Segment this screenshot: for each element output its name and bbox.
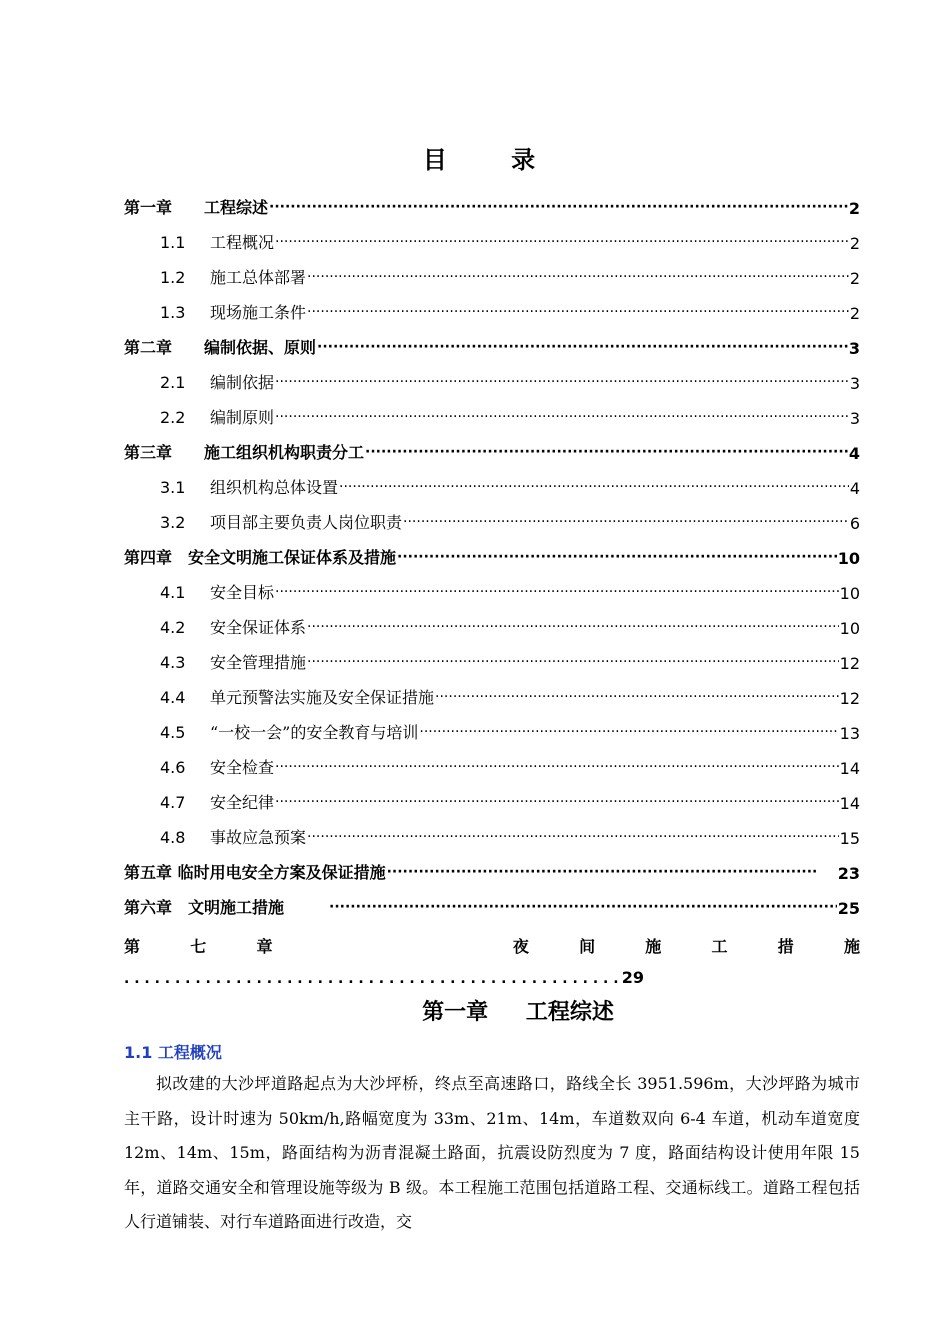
toc-entry-3-1[interactable] — [160, 476, 860, 498]
toc-chapter7-char: 施 — [843, 937, 860, 956]
toc-leader-dots — [275, 791, 839, 813]
toc-entry-4-6[interactable] — [160, 756, 860, 778]
body-paragraph: 拟改建的大沙坪道路起点为大沙坪桥，终点至高速路口，路线全长 3951.596m，大沙坪路为城市主干路，设计时速为 50km/h,路幅宽度为 33m、21m、14m，车道数双向 6-4 车道，机动车道宽度 12m、14m、15m，路面结构为沥青混凝土路面，抗震设防烈度为 7 度，路面结构设计使用年限 15 年，道路交通安全和管理设施等级为 B 级。本工程施工范围包括道路工程、交通标线工。道路工程包括人行道铺装、对行车道路面进行改造，交 — [124, 1074, 860, 1231]
toc-entry-label: 项目部主要负责人岗位职责 — [210, 513, 403, 532]
toc-entry-label: 第六章 文明施工措施 — [124, 898, 285, 917]
toc-section-number: 3.2 — [160, 513, 186, 532]
toc-entry-chapter6[interactable] — [124, 896, 860, 918]
toc-leader-dots — [317, 336, 848, 358]
toc-page-number: 29 — [621, 968, 644, 987]
toc-leader-dots — [403, 511, 849, 533]
toc-section-number: 4.8 — [160, 828, 186, 847]
toc-leader-dots — [275, 231, 849, 253]
toc-page-number: 10 — [837, 549, 860, 568]
toc-leader-dots — [329, 896, 837, 918]
toc-entry-4-1[interactable] — [160, 581, 860, 603]
toc-page-number: 4 — [848, 444, 860, 463]
toc-chapter7-char: 间 — [579, 937, 596, 956]
toc-section-number: 4.4 — [160, 688, 186, 707]
toc-entry-label: 安全纪律 — [210, 793, 275, 812]
toc-entry-label: 第一章 工程综述 — [124, 198, 269, 217]
chapter-heading: 第一章 工程综述 — [422, 999, 614, 1025]
toc-entry-label: 单元预警法实施及安全保证措施 — [210, 688, 435, 707]
toc-page-number: 2 — [849, 269, 860, 288]
toc-leader-dots — [307, 266, 849, 288]
toc-chapter7-char: 夜 — [512, 937, 529, 956]
toc-section-number: 4.5 — [160, 723, 186, 742]
toc-entry-4-5[interactable] — [160, 721, 860, 743]
toc-entry-2-2[interactable] — [160, 406, 860, 428]
toc-page-number: 12 — [839, 689, 860, 708]
toc-section-number: 2.2 — [160, 408, 186, 427]
toc-entry-label: 编制原则 — [210, 408, 275, 427]
toc-entry-chapter5[interactable] — [124, 861, 860, 883]
toc-page-number: 2 — [848, 199, 860, 218]
toc-entry-3-2[interactable] — [160, 511, 860, 533]
toc-entry-4-3[interactable] — [160, 651, 860, 673]
toc-section-number: 1.1 — [160, 233, 186, 252]
toc-leader-dots — [275, 371, 849, 393]
toc-section-number: 4.3 — [160, 653, 186, 672]
toc-leader-dots — [339, 476, 849, 498]
toc-section-number: 4.7 — [160, 793, 186, 812]
toc-entry-1-3[interactable] — [160, 301, 860, 323]
toc-section-number: 1.2 — [160, 268, 186, 287]
toc-leader-dots — [307, 826, 839, 848]
toc-leader-dots — [269, 196, 848, 218]
toc-entry-1-2[interactable] — [160, 266, 860, 288]
toc-entry-4-4[interactable] — [160, 686, 860, 708]
toc-entry-label: 第三章 施工组织机构职责分工 — [124, 443, 365, 462]
toc-page-number: 23 — [837, 864, 860, 883]
toc-chapter7-char: 措 — [777, 937, 794, 956]
toc-entry-label: 现场施工条件 — [210, 303, 307, 322]
toc-entry-label: 安全管理措施 — [210, 653, 307, 672]
toc-page-number: 10 — [839, 584, 860, 603]
toc-entry-chapter3[interactable] — [124, 441, 860, 463]
toc-entry-chapter7-leader[interactable] — [124, 968, 644, 987]
toc-entry-label: 安全保证体系 — [210, 618, 307, 637]
toc-entry-label: 第五章 临时用电安全方案及保证措施 — [124, 863, 386, 882]
toc-leader-dots — [307, 616, 839, 638]
toc-entry-2-1[interactable] — [160, 371, 860, 393]
toc-leader-dots — [275, 581, 839, 603]
toc-page-number: 12 — [839, 654, 860, 673]
toc-entry-chapter1[interactable] — [124, 196, 860, 218]
toc-section-number: 4.2 — [160, 618, 186, 637]
toc-page-number: 15 — [839, 829, 860, 848]
toc-page-number: 6 — [849, 514, 860, 533]
toc-entry-label: 编制依据 — [210, 373, 275, 392]
toc-leader-dots — [307, 301, 849, 323]
toc-leader-dots — [365, 441, 848, 463]
toc-entry-label: 安全检查 — [210, 758, 275, 777]
toc-entry-label: 第四章 安全文明施工保证体系及措施 — [124, 548, 397, 567]
toc-entry-label: 安全目标 — [210, 583, 275, 602]
toc-entry-label: 事故应急预案 — [210, 828, 307, 847]
toc-page-number: 2 — [849, 234, 860, 253]
toc-chapter7-char: 施 — [645, 937, 662, 956]
toc-leader-dots — [387, 861, 818, 883]
toc-entry-label: 第二章 编制依据、原则 — [124, 338, 317, 357]
toc-page-number: 3 — [849, 374, 860, 393]
toc-chapter7-char: 章 — [256, 937, 273, 956]
toc-leader-dots — [275, 406, 849, 428]
toc-chapter7-char: 工 — [711, 937, 728, 956]
toc-page-number: 10 — [839, 619, 860, 638]
toc-chapter7-char: 七 — [190, 937, 207, 956]
toc-title: 目 录 — [422, 145, 564, 174]
toc-page-number: 25 — [837, 899, 860, 918]
toc-entry-chapter4[interactable] — [124, 546, 860, 568]
toc-leader-dots — [307, 651, 839, 673]
toc-entry-label: 工程概况 — [210, 233, 275, 252]
toc-entry-chapter2[interactable] — [124, 336, 860, 358]
toc-chapter7-char: 第 — [124, 937, 141, 956]
toc-entry-label: 组织机构总体设置 — [210, 478, 339, 497]
toc-leader-dots — [419, 721, 838, 743]
toc-page-number: 2 — [849, 304, 860, 323]
section-heading: 1.1 工程概况 — [124, 1043, 222, 1062]
toc-section-number: 4.1 — [160, 583, 186, 602]
toc-entry-4-8[interactable] — [160, 826, 860, 848]
toc-section-number: 2.1 — [160, 373, 186, 392]
toc-leader-dots — [397, 546, 837, 568]
toc-section-number: 1.3 — [160, 303, 186, 322]
toc-entry-4-7[interactable] — [160, 791, 860, 813]
toc-page-number: 4 — [849, 479, 860, 498]
toc-page-number: 14 — [839, 794, 860, 813]
toc-entry-label: “一校一会”的安全教育与培训 — [210, 723, 419, 742]
toc-entry-1-1[interactable] — [160, 231, 860, 253]
toc-section-number: 4.6 — [160, 758, 186, 777]
toc-leader-dots — [124, 971, 622, 987]
toc-page-number: 3 — [848, 339, 860, 358]
toc-leader-dots — [275, 756, 839, 778]
toc-entry-4-2[interactable] — [160, 616, 860, 638]
toc-page-number: 13 — [839, 724, 860, 743]
toc-leader-dots — [435, 686, 839, 708]
toc-entry-label: 施工总体部署 — [210, 268, 307, 287]
toc-entry-chapter7[interactable] — [124, 934, 860, 957]
toc-section-number: 3.1 — [160, 478, 186, 497]
toc-page-number: 14 — [839, 759, 860, 778]
toc-page-number: 3 — [849, 409, 860, 428]
